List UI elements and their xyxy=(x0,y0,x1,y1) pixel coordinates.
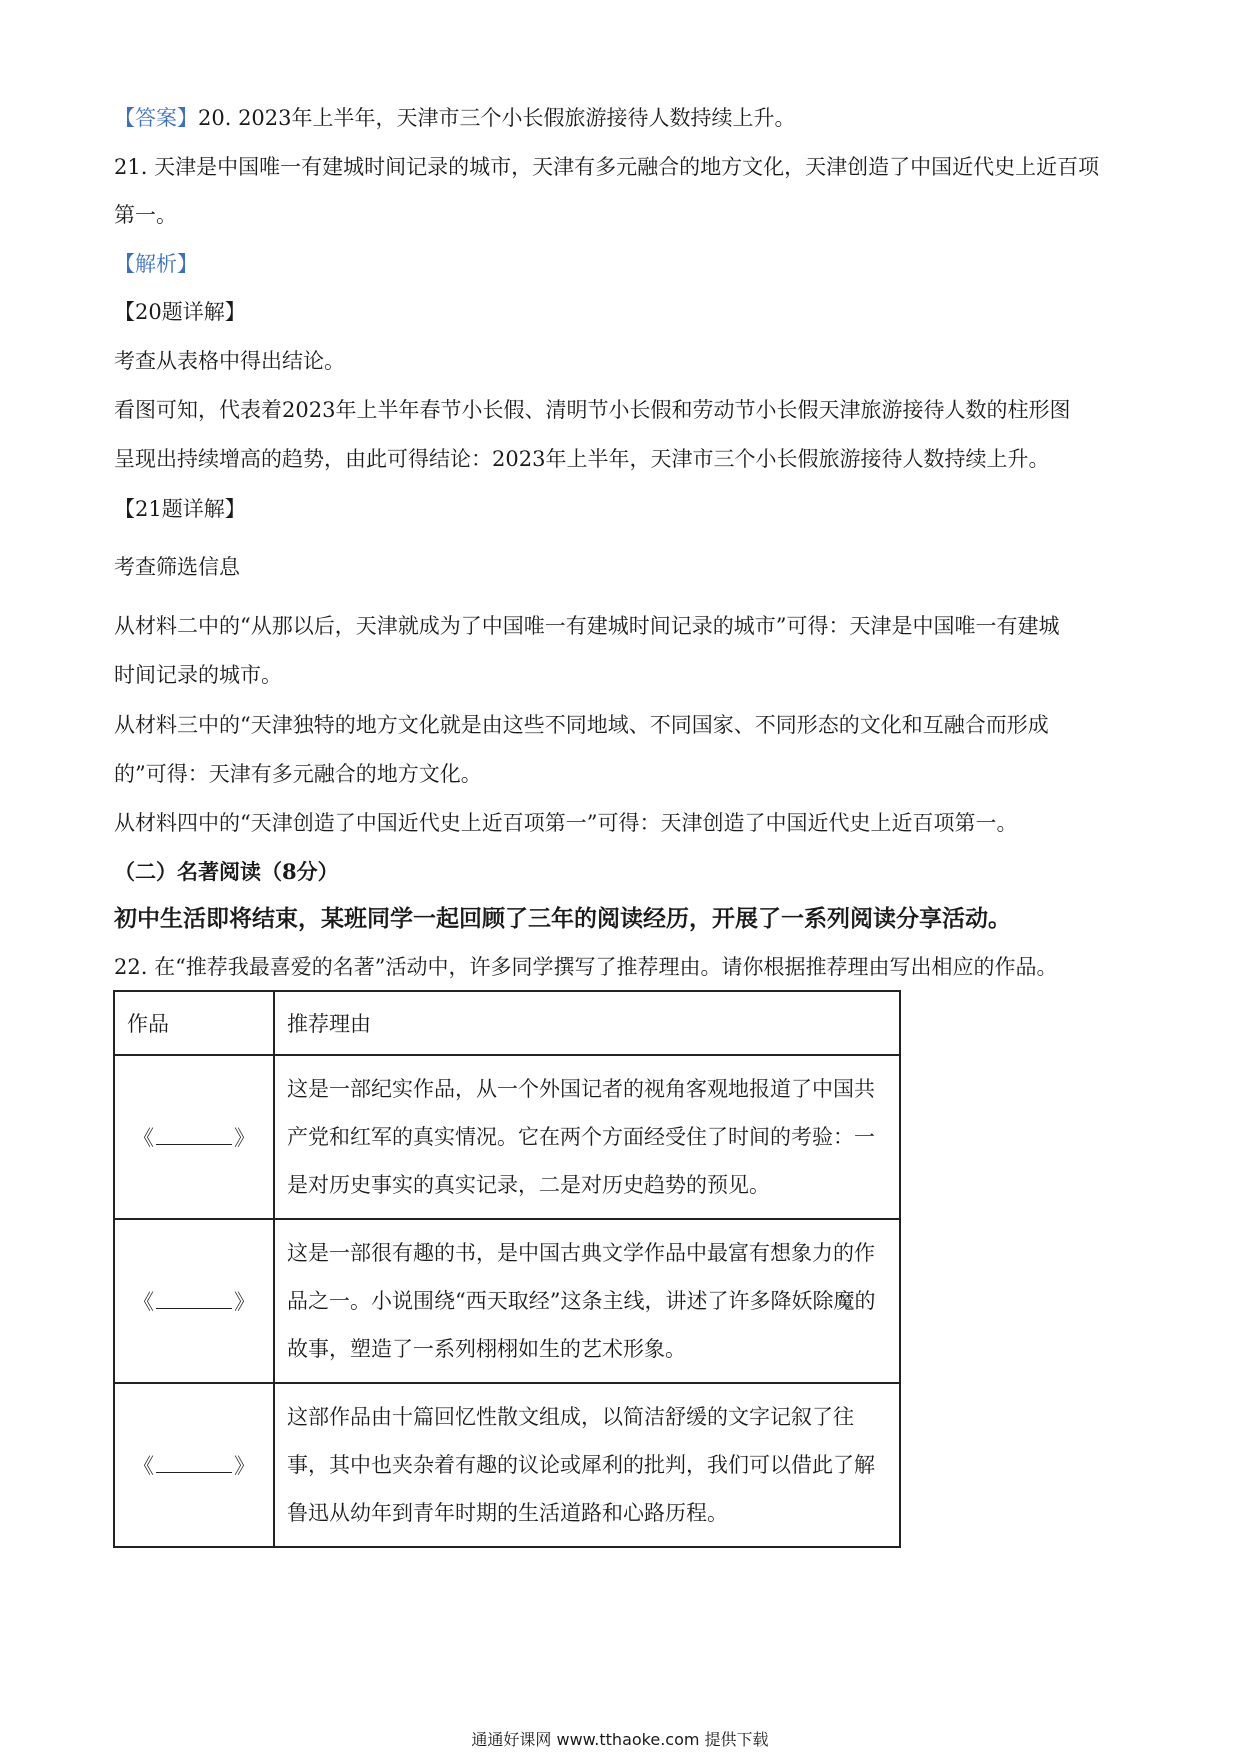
q20-detail-p2-line2: 呈现出持续增高的趋势，由此可得结论：2023年上半年，天津市三个小长假旅游接待人数持续上升。 xyxy=(114,447,1050,471)
q21-detail-p1: 考查筛选信息 xyxy=(114,555,240,579)
header-work: 作品 xyxy=(114,991,274,1055)
works-table xyxy=(113,990,901,1548)
q20-detail-heading: 【20题详解】 xyxy=(114,300,246,324)
q21-detail-p2-line2: 时间记录的城市。 xyxy=(114,663,282,687)
header-reason: 推荐理由 xyxy=(274,991,900,1055)
book-close-bracket: 》 xyxy=(234,1290,255,1314)
work-answer-blank[interactable] xyxy=(156,1288,232,1309)
q21-detail-p2-line1: 从材料二中的“从那以后，天津就成为了中国唯一有建城时间记录的城市”可得：天津是中国唯一有建城 xyxy=(114,614,1060,638)
answer-q20-line xyxy=(114,103,796,133)
q21-detail-heading: 【21题详解】 xyxy=(114,497,246,521)
q21-detail-p3-line2: 的”可得：天津有多元融合的地方文化。 xyxy=(114,762,482,786)
table-row xyxy=(114,1055,900,1219)
answer-tag: 【答案】 xyxy=(114,106,198,130)
reason-cell: 这是一部纪实作品，从一个外国记者的视角客观地报道了中国共产党和红军的真实情况。它在两个方面经受住了时间的考验：一是对历史事实的真实记录，二是对历史趋势的预见。 xyxy=(274,1055,900,1219)
q22-prompt: 22. 在“推荐我最喜爱的名著”活动中，许多同学撰写了推荐理由。请你根据推荐理由写出相应的作品。 xyxy=(114,955,1058,979)
book-open-bracket: 《 xyxy=(133,1290,154,1314)
q20-detail-p1: 考查从表格中得出结论。 xyxy=(114,349,345,373)
footer-watermark[interactable]: 通通好课网 www.tthaoke.com 提供下载 xyxy=(471,1730,769,1749)
work-cell xyxy=(114,1219,274,1383)
book-open-bracket: 《 xyxy=(133,1454,154,1478)
q21-detail-p4: 从材料四中的“天津创造了中国近代史上近百项第一”可得：天津创造了中国近代史上近百项第一。 xyxy=(114,811,1018,835)
analysis-tag: 【解析】 xyxy=(114,252,198,276)
work-cell xyxy=(114,1383,274,1547)
reason-cell: 这是一部很有趣的书，是中国古典文学作品中最富有想象力的作品之一。小说围绕“西天取经”这条主线，讲述了许多降妖除魔的故事，塑造了一系列栩栩如生的艺术形象。 xyxy=(274,1219,900,1383)
table-row xyxy=(114,1219,900,1383)
section2-title: （二）名著阅读（8分） xyxy=(114,859,339,884)
book-open-bracket: 《 xyxy=(133,1126,154,1150)
section2-intro: 初中生活即将结束，某班同学一起回顾了三年的阅读经历，开展了一系列阅读分享活动。 xyxy=(114,905,1011,932)
book-close-bracket: 》 xyxy=(234,1126,255,1150)
table-row xyxy=(114,1383,900,1547)
q20-detail-p2-line1: 看图可知，代表着2023年上半年春节小长假、清明节小长假和劳动节小长假天津旅游接待人数的柱形图 xyxy=(114,398,1071,422)
reason-cell: 这部作品由十篇回忆性散文组成，以简洁舒缓的文字记叙了往事，其中也夹杂着有趣的议论或犀利的批判，我们可以借此了解鲁迅从幼年到青年时期的生活道路和心路历程。 xyxy=(274,1383,900,1547)
answer-q20-text: 20. 2023年上半年，天津市三个小长假旅游接待人数持续上升。 xyxy=(198,106,796,130)
q21-detail-p3-line1: 从材料三中的“天津独特的地方文化就是由这些不同地域、不同国家、不同形态的文化和互融合而形成 xyxy=(114,713,1049,737)
table-header-row xyxy=(114,991,900,1055)
answer-q21-line2: 第一。 xyxy=(114,203,177,227)
work-answer-blank[interactable] xyxy=(156,1452,232,1473)
work-answer-blank[interactable] xyxy=(156,1124,232,1145)
work-cell xyxy=(114,1055,274,1219)
book-close-bracket: 》 xyxy=(234,1454,255,1478)
answer-q21-line1: 21. 天津是中国唯一有建城时间记录的城市，天津有多元融合的地方文化，天津创造了中国近代史上近百项 xyxy=(114,155,1100,179)
